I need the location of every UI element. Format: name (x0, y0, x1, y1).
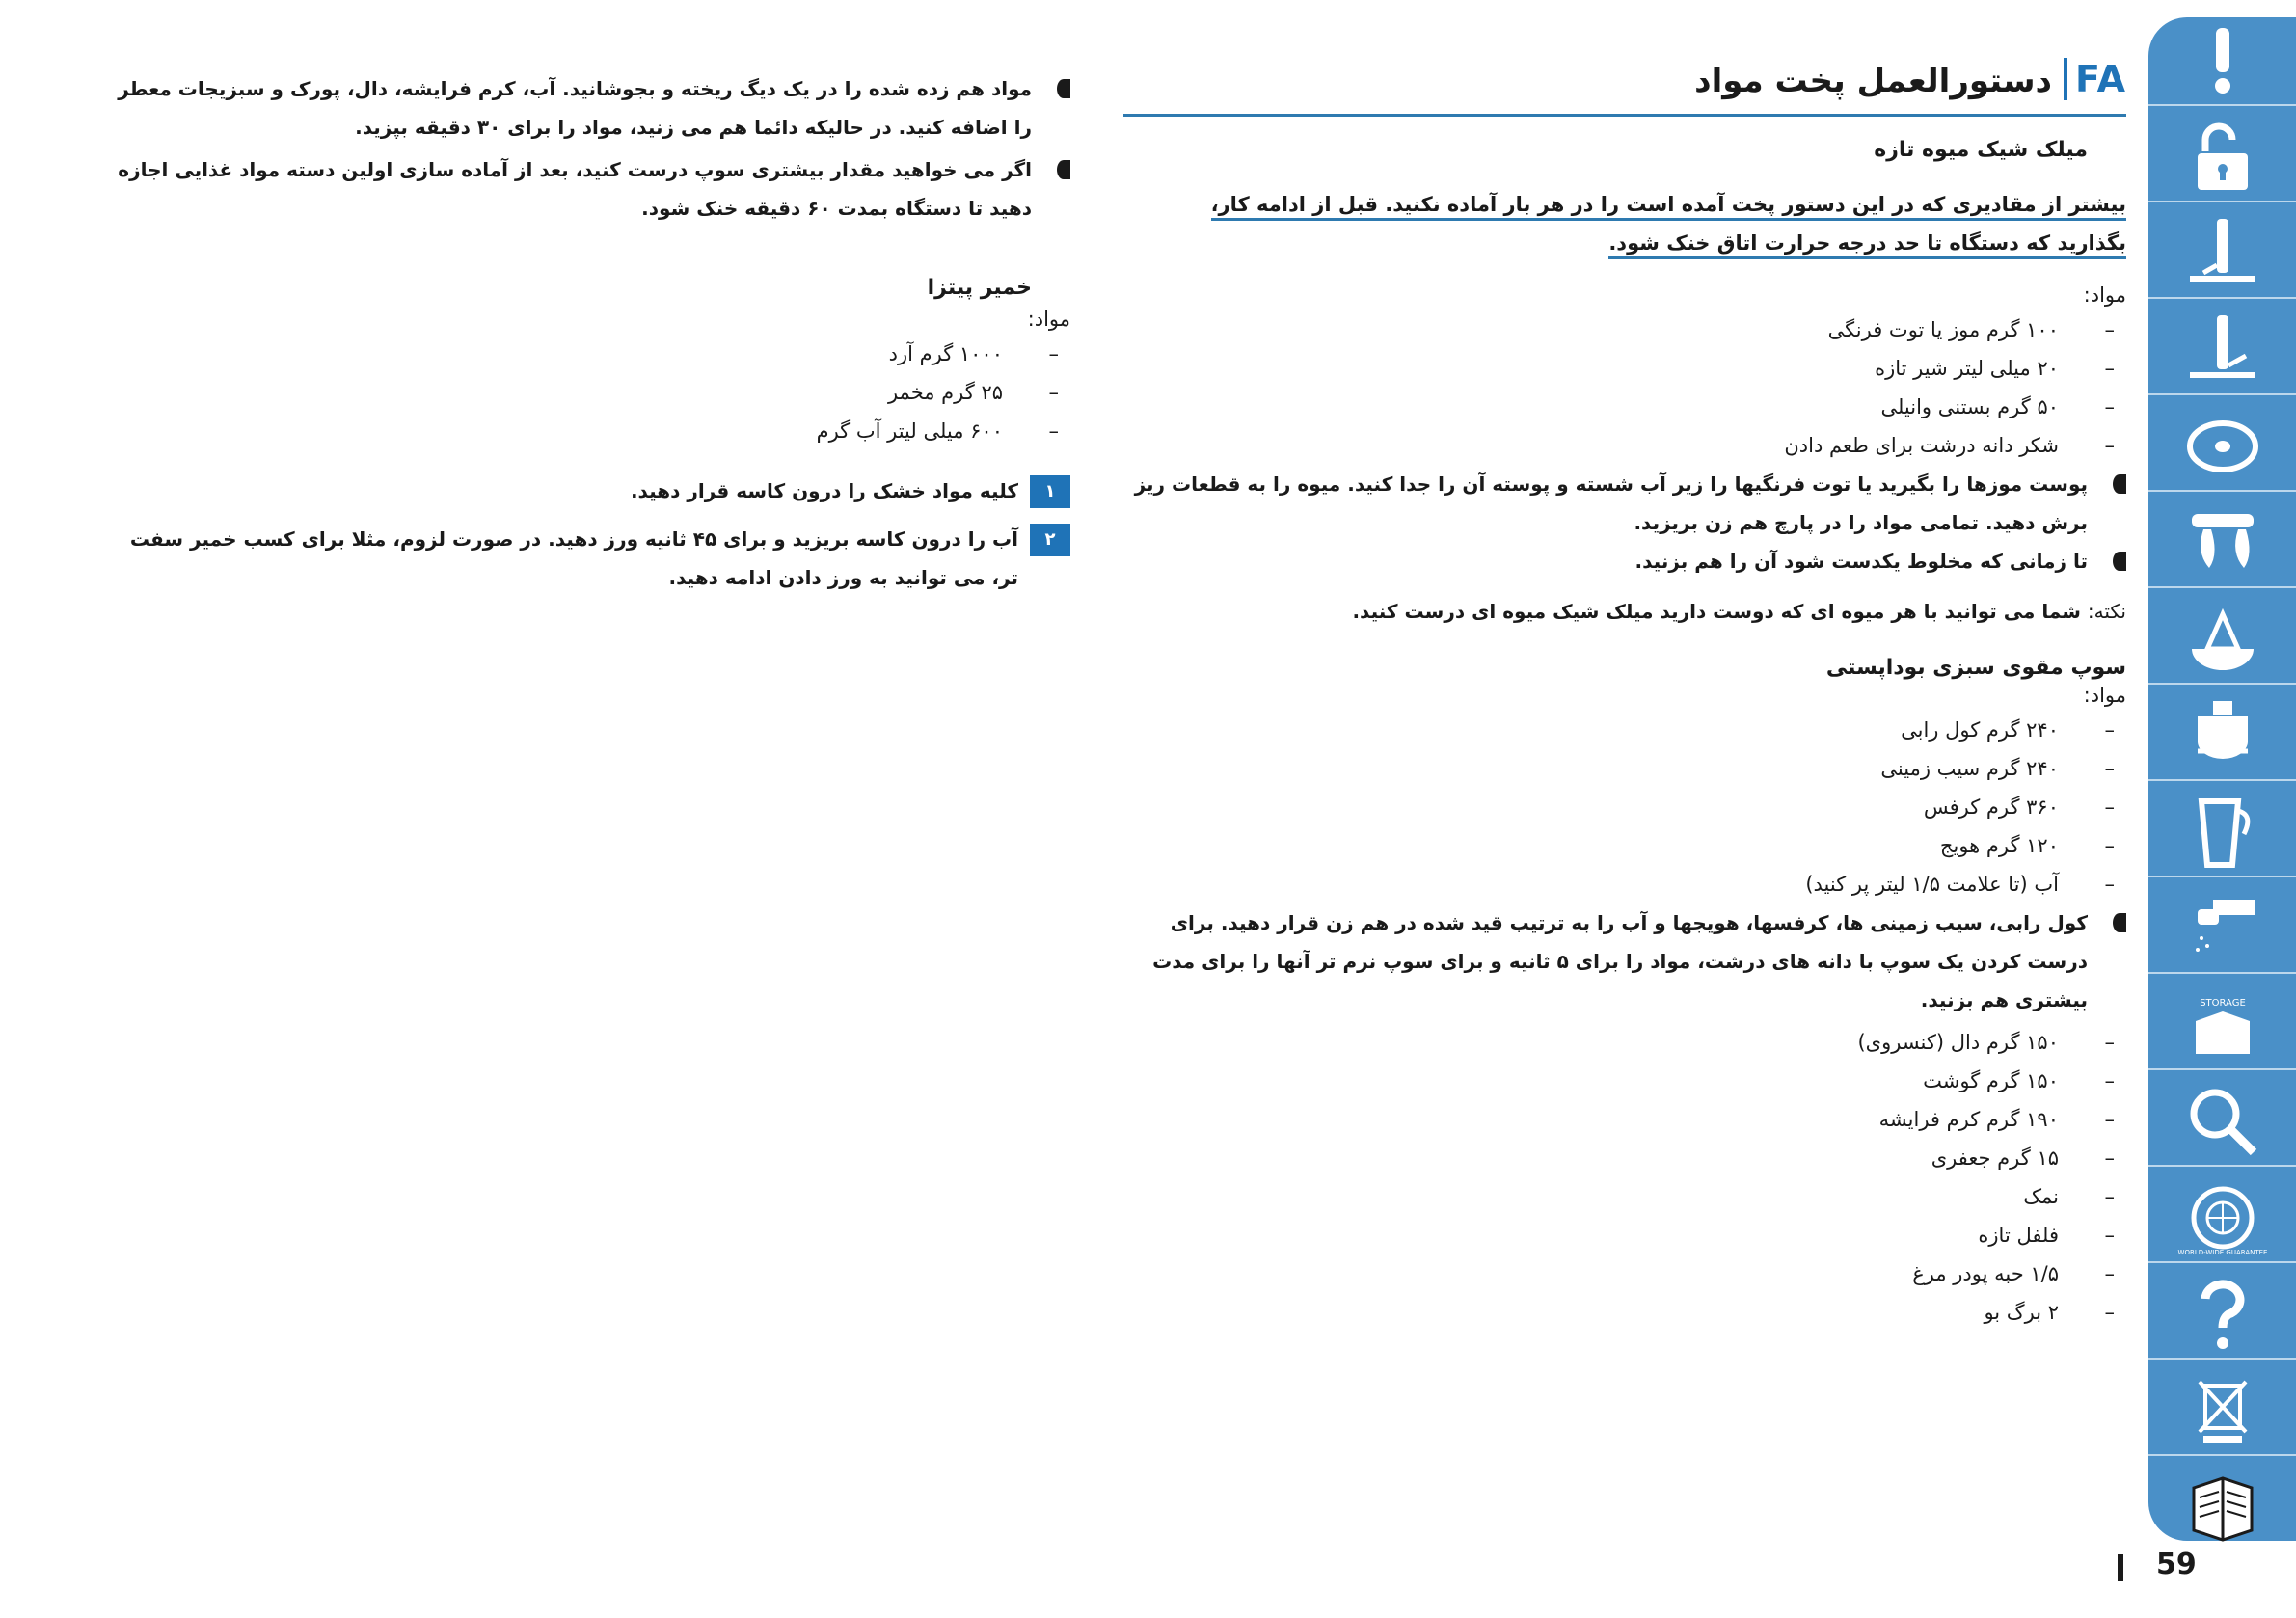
bullet-icon (2113, 913, 2126, 932)
bullet-icon (2113, 474, 2126, 494)
list-item: – ۲۵ گرم مخمر (116, 373, 1070, 412)
tab-disposal[interactable] (2148, 1367, 2296, 1456)
list-item: – ۱۵۰ گرم دال (کنسروی) (1123, 1023, 2126, 1062)
right-column (1123, 58, 2126, 1332)
jug-icon (2184, 794, 2261, 871)
soup-cont-step: اگر می خواهید مقدار بیشتری سوپ درست کنید، بعد از آماده سازی اولین دسته مواد غذایی اجازه دهید تا دستگاه بمدت ۶۰ دقیقه خنک شود. (116, 150, 1070, 228)
soup-ingredients-list (1123, 711, 2126, 903)
tab-blender-blade[interactable] (2148, 307, 2296, 395)
tab-blender[interactable] (2148, 210, 2296, 299)
guarantee-label: WORLD-WIDE GUARANTEE (2177, 1249, 2267, 1256)
list-item: – فلفل تازه (1123, 1216, 2126, 1254)
world-wide-guarantee-icon (2177, 1179, 2267, 1256)
tap-icon (2184, 890, 2261, 967)
tab-jug[interactable] (2148, 789, 2296, 877)
disposal-icon (2184, 1372, 2261, 1449)
pizza-ingredients-list (116, 335, 1070, 450)
list-item: – ۱/۵ حبه پودر مرغ (1123, 1254, 2126, 1293)
pizza-title: خمیر پیتزا (927, 276, 1032, 300)
list-item: – ۱۲۰ گرم هویج (1123, 826, 2126, 865)
milkshake-ingredients-list (1123, 310, 2126, 465)
soup-ingredients-list-2 (1123, 1023, 2126, 1332)
book-icon (2184, 1469, 2261, 1546)
list-item: – ۱۹۰ گرم کرم فرایشه (1123, 1100, 2126, 1139)
blender-icon (2184, 215, 2261, 292)
milkshake-step: تا زمانی که مخلوط یکدست شود آن را هم بزنید. (1123, 542, 2126, 580)
list-item: – ۱۰۰۰ گرم آرد (116, 335, 1070, 373)
step-number: ۱ (1030, 475, 1070, 508)
page-number: 59 (2156, 1548, 2197, 1581)
tab-help[interactable] (2148, 1271, 2296, 1360)
citrus-press-icon (2184, 601, 2261, 678)
page-number-bar (2118, 1554, 2123, 1581)
page-title: دستورالعمل پخت مواد (1694, 62, 2052, 100)
list-item: – ۲ برگ بو (1123, 1293, 2126, 1332)
list-item: – ۲۴۰ گرم سیب زمینی (1123, 749, 2126, 788)
bullet-icon (1057, 160, 1070, 179)
pizza-step: ۱ کلیه مواد خشک را درون کاسه قرار دهید. (116, 472, 1070, 510)
unlock-icon (2184, 119, 2261, 196)
list-item: – ۱۵۰ گرم گوشت (1123, 1062, 2126, 1100)
whisk-icon (2184, 504, 2261, 581)
list-item: – ۶۰۰ میلی لیتر آب گرم (116, 412, 1070, 450)
tab-food-processor[interactable] (2148, 692, 2296, 781)
list-item: – ۳۶۰ گرم کرفس (1123, 788, 2126, 826)
tab-search[interactable] (2148, 1078, 2296, 1167)
list-item: – ۲۰ میلی لیتر شیر تازه (1123, 349, 2126, 388)
magnifier-icon (2184, 1083, 2261, 1160)
list-item: – ۱۵ گرم جعفری (1123, 1139, 2126, 1177)
left-column (116, 69, 1070, 597)
milkshake-ingredients-label: مواد: (2083, 283, 2126, 307)
tab-guarantee[interactable] (2148, 1174, 2296, 1263)
list-item: – نمک (1123, 1177, 2126, 1216)
list-item: – ۲۴۰ گرم کول رابی (1123, 711, 2126, 749)
pizza-ingredients-label: مواد: (1027, 308, 1070, 331)
bullet-icon (2113, 552, 2126, 571)
tab-manual[interactable] (2148, 1464, 2296, 1551)
list-item: – شکر دانه درشت برای طعم دادن (1123, 426, 2126, 465)
language-code: FA (2064, 58, 2126, 100)
disc-icon (2184, 408, 2261, 485)
milkshake-warning: بیشتر از مقادیری که در این دستور پخت آمده است را در هر بار آماده نکنید. قبل از ادامه کار، بگذارید که دستگاه تا حد درجه حرارت اتاق خنک شود. (1123, 185, 2126, 262)
tab-unlock[interactable] (2148, 114, 2296, 202)
soup-title: سوپ مقوی سبزی بوداپستی (1825, 656, 2126, 680)
list-item: – آب (تا علامت ۱/۵ لیتر پر کنید) (1123, 865, 2126, 903)
soup-cont-step: مواد هم زده شده را در یک دیگ ریخته و بجوشانید. آب، کرم فرایشه، دال، پورک و سبزیجات معطر را اضافه کنید. در حالیکه دائما هم می زنید، مواد را برای ۳۰ دقیقه بپزید. (116, 69, 1070, 147)
milkshake-note: نکته: شما می توانید با هر میوه ای که دوست دارید میلک شیک میوه ای درست کنید. (1352, 600, 2126, 623)
exclamation-icon (2184, 22, 2261, 99)
tab-storage[interactable] (2148, 982, 2296, 1070)
list-item: – ۱۰۰ گرم موز یا توت فرنگی (1123, 310, 2126, 349)
tab-warning[interactable] (2148, 17, 2296, 106)
tab-citrus-press[interactable] (2148, 596, 2296, 685)
bullet-icon (1057, 79, 1070, 98)
storage-icon (2184, 986, 2261, 1064)
blender-blade-icon (2184, 311, 2261, 389)
chapter-sidebar (2148, 17, 2296, 1541)
storage-label: STORAGE (2199, 998, 2246, 1009)
question-icon (2184, 1276, 2261, 1353)
soup-ingredients-label: مواد: (2083, 684, 2126, 707)
pizza-step: ۲ آب را درون کاسه بریزید و برای ۴۵ ثانیه ورز دهید. در صورت لزوم، مثلا برای کسب خمیر سفت تر، می توانید به ورز دادن ادامه دهید. (116, 520, 1070, 597)
list-item: – ۵۰ گرم بستنی وانیلی (1123, 388, 2126, 426)
section-header (1123, 58, 2126, 117)
tab-whisk[interactable] (2148, 499, 2296, 588)
soup-step: کول رابی، سیب زمینی ها، کرفسها، هویجها و آب را به ترتیب قید شده در هم زن قرار دهید. برای درست کردن یک سوپ با دانه های درشت، مواد را برای ۵ ثانیه و برای سوپ نرم تر آنها را برای مدت بیشتری هم بزنید. (1123, 903, 2126, 1019)
tab-disc[interactable] (2148, 403, 2296, 492)
milkshake-title: میلک شیک میوه تازه (1874, 138, 2088, 162)
milkshake-step: پوست موزها را بگیرید یا توت فرنگیها را زیر آب شسته و پوسته آن را جدا کنید. میوه را به قطعات ریز برش دهید. تمامی مواد را در پارچ هم زن بریزید. (1123, 465, 2126, 542)
food-processor-icon (2184, 697, 2261, 774)
step-number: ۲ (1030, 524, 1070, 556)
tab-tap[interactable] (2148, 885, 2296, 974)
